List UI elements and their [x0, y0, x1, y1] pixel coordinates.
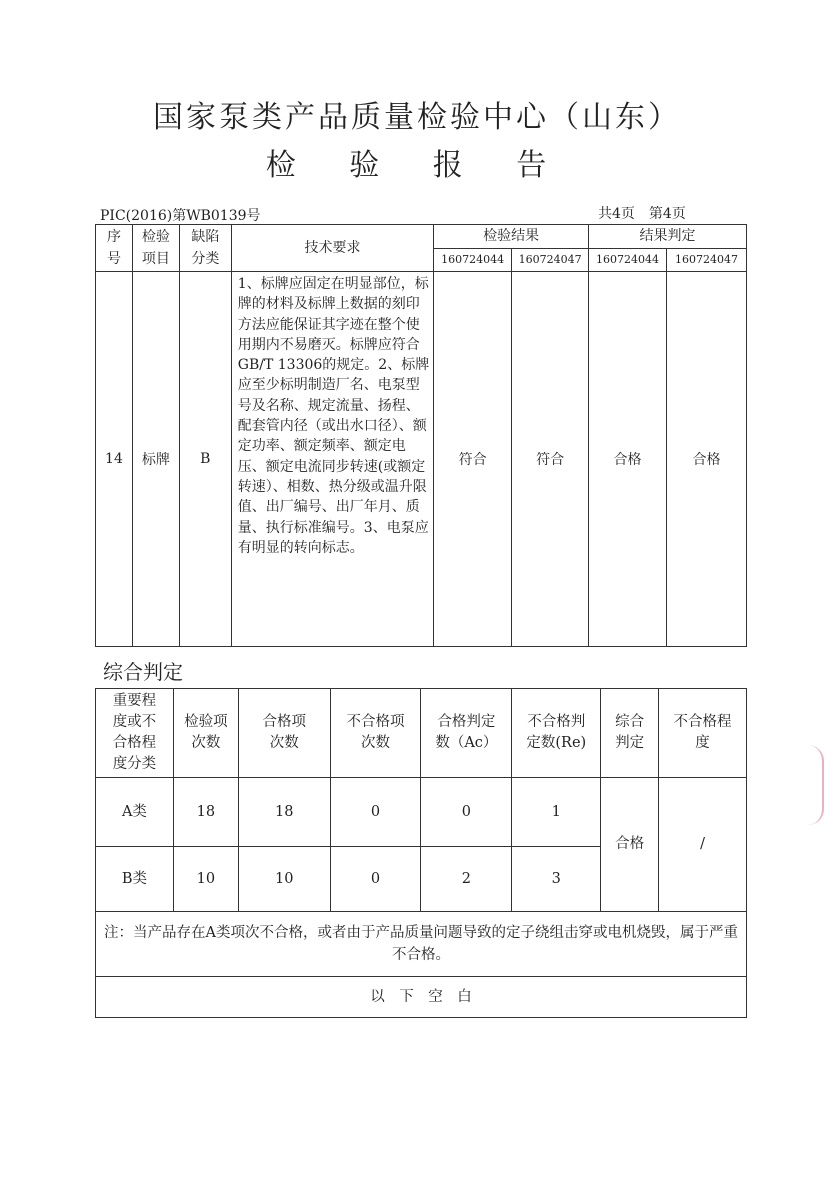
summary-header-inspected: 检验项次数	[184, 714, 228, 751]
summary-class-a: A类	[96, 778, 174, 847]
header-sample-1: 160724044	[434, 248, 512, 272]
page-info: 共4页 第4页	[598, 206, 686, 222]
header-item: 检验项目	[141, 229, 170, 267]
summary-a-failed: 0	[330, 778, 421, 847]
row-item: 标牌	[132, 272, 179, 647]
row-result-2: 符合	[512, 272, 589, 647]
report-org-title: 国家泵类产品质量检验中心（山东）	[153, 100, 681, 135]
summary-overall: 合格	[601, 778, 659, 912]
summary-section-title: 综合判定	[103, 660, 183, 684]
summary-a-ac: 0	[421, 778, 512, 847]
summary-header-class: 重要程度或不合格程度分类	[112, 693, 157, 772]
summary-b-failed: 0	[330, 847, 421, 912]
summary-header-re: 不合格判定数(Re)	[526, 714, 587, 751]
summary-degree: /	[659, 778, 747, 912]
report-number: PIC(2016)第WB0139号	[100, 208, 261, 224]
header-seq: 序号	[106, 229, 121, 267]
inspection-table	[95, 224, 747, 647]
summary-a-passed: 18	[238, 778, 330, 847]
row-defect-class: B	[179, 272, 231, 647]
summary-a-re: 1	[512, 778, 601, 847]
report-title: 检 验 报 告	[265, 148, 569, 183]
row-seq: 14	[96, 272, 133, 647]
summary-table	[95, 688, 747, 1018]
header-result: 检验结果	[434, 225, 589, 249]
ink-mark	[808, 745, 824, 825]
summary-class-b: B类	[96, 847, 174, 912]
summary-header-passed: 合格项次数	[262, 714, 306, 751]
row-judgement-2: 合格	[667, 272, 747, 647]
blank-marker: 以 下 空 白	[96, 977, 747, 1018]
summary-header-degree: 不合格程度	[673, 714, 732, 751]
header-defect-class: 缺陷分类	[191, 229, 220, 267]
header-judgement: 结果判定	[589, 225, 747, 249]
summary-note: 注：当产品存在A类项次不合格，或者由于产品质量问题导致的定子绕组击穿或电机烧毁，属于严重不合格。	[96, 912, 747, 977]
summary-header-overall: 综合判定	[615, 714, 645, 751]
row-requirement: 1、标牌应固定在明显部位，标牌的材料及标牌上数据的刻印方法应能保证其字迹在整个使用期内不易磨灭。标牌应符合GB/T 13306的规定。2、标牌应至少标明制造厂名、电泵型号及名称、规定流量、扬程、配套管内径（或出水口径）、额定功率、额定频率、额定电压、额定电流同步转速(或额定转速）、相数、热分级或温升限值、出厂编号、出厂年月、质量、执行标准编号。3、电泵应有明显的转向标志。	[231, 272, 433, 647]
summary-b-inspected: 10	[173, 847, 238, 912]
header-sample-3: 160724044	[589, 248, 667, 272]
summary-b-passed: 10	[238, 847, 330, 912]
header-sample-4: 160724047	[667, 248, 747, 272]
summary-a-inspected: 18	[173, 778, 238, 847]
header-requirement: 技术要求	[231, 225, 433, 272]
row-judgement-1: 合格	[589, 272, 667, 647]
header-sample-2: 160724047	[512, 248, 589, 272]
summary-b-ac: 2	[421, 847, 512, 912]
summary-header-failed: 不合格项次数	[346, 714, 405, 751]
summary-b-re: 3	[512, 847, 601, 912]
summary-header-ac: 合格判定数（Ac）	[435, 714, 498, 751]
row-result-1: 符合	[434, 272, 512, 647]
